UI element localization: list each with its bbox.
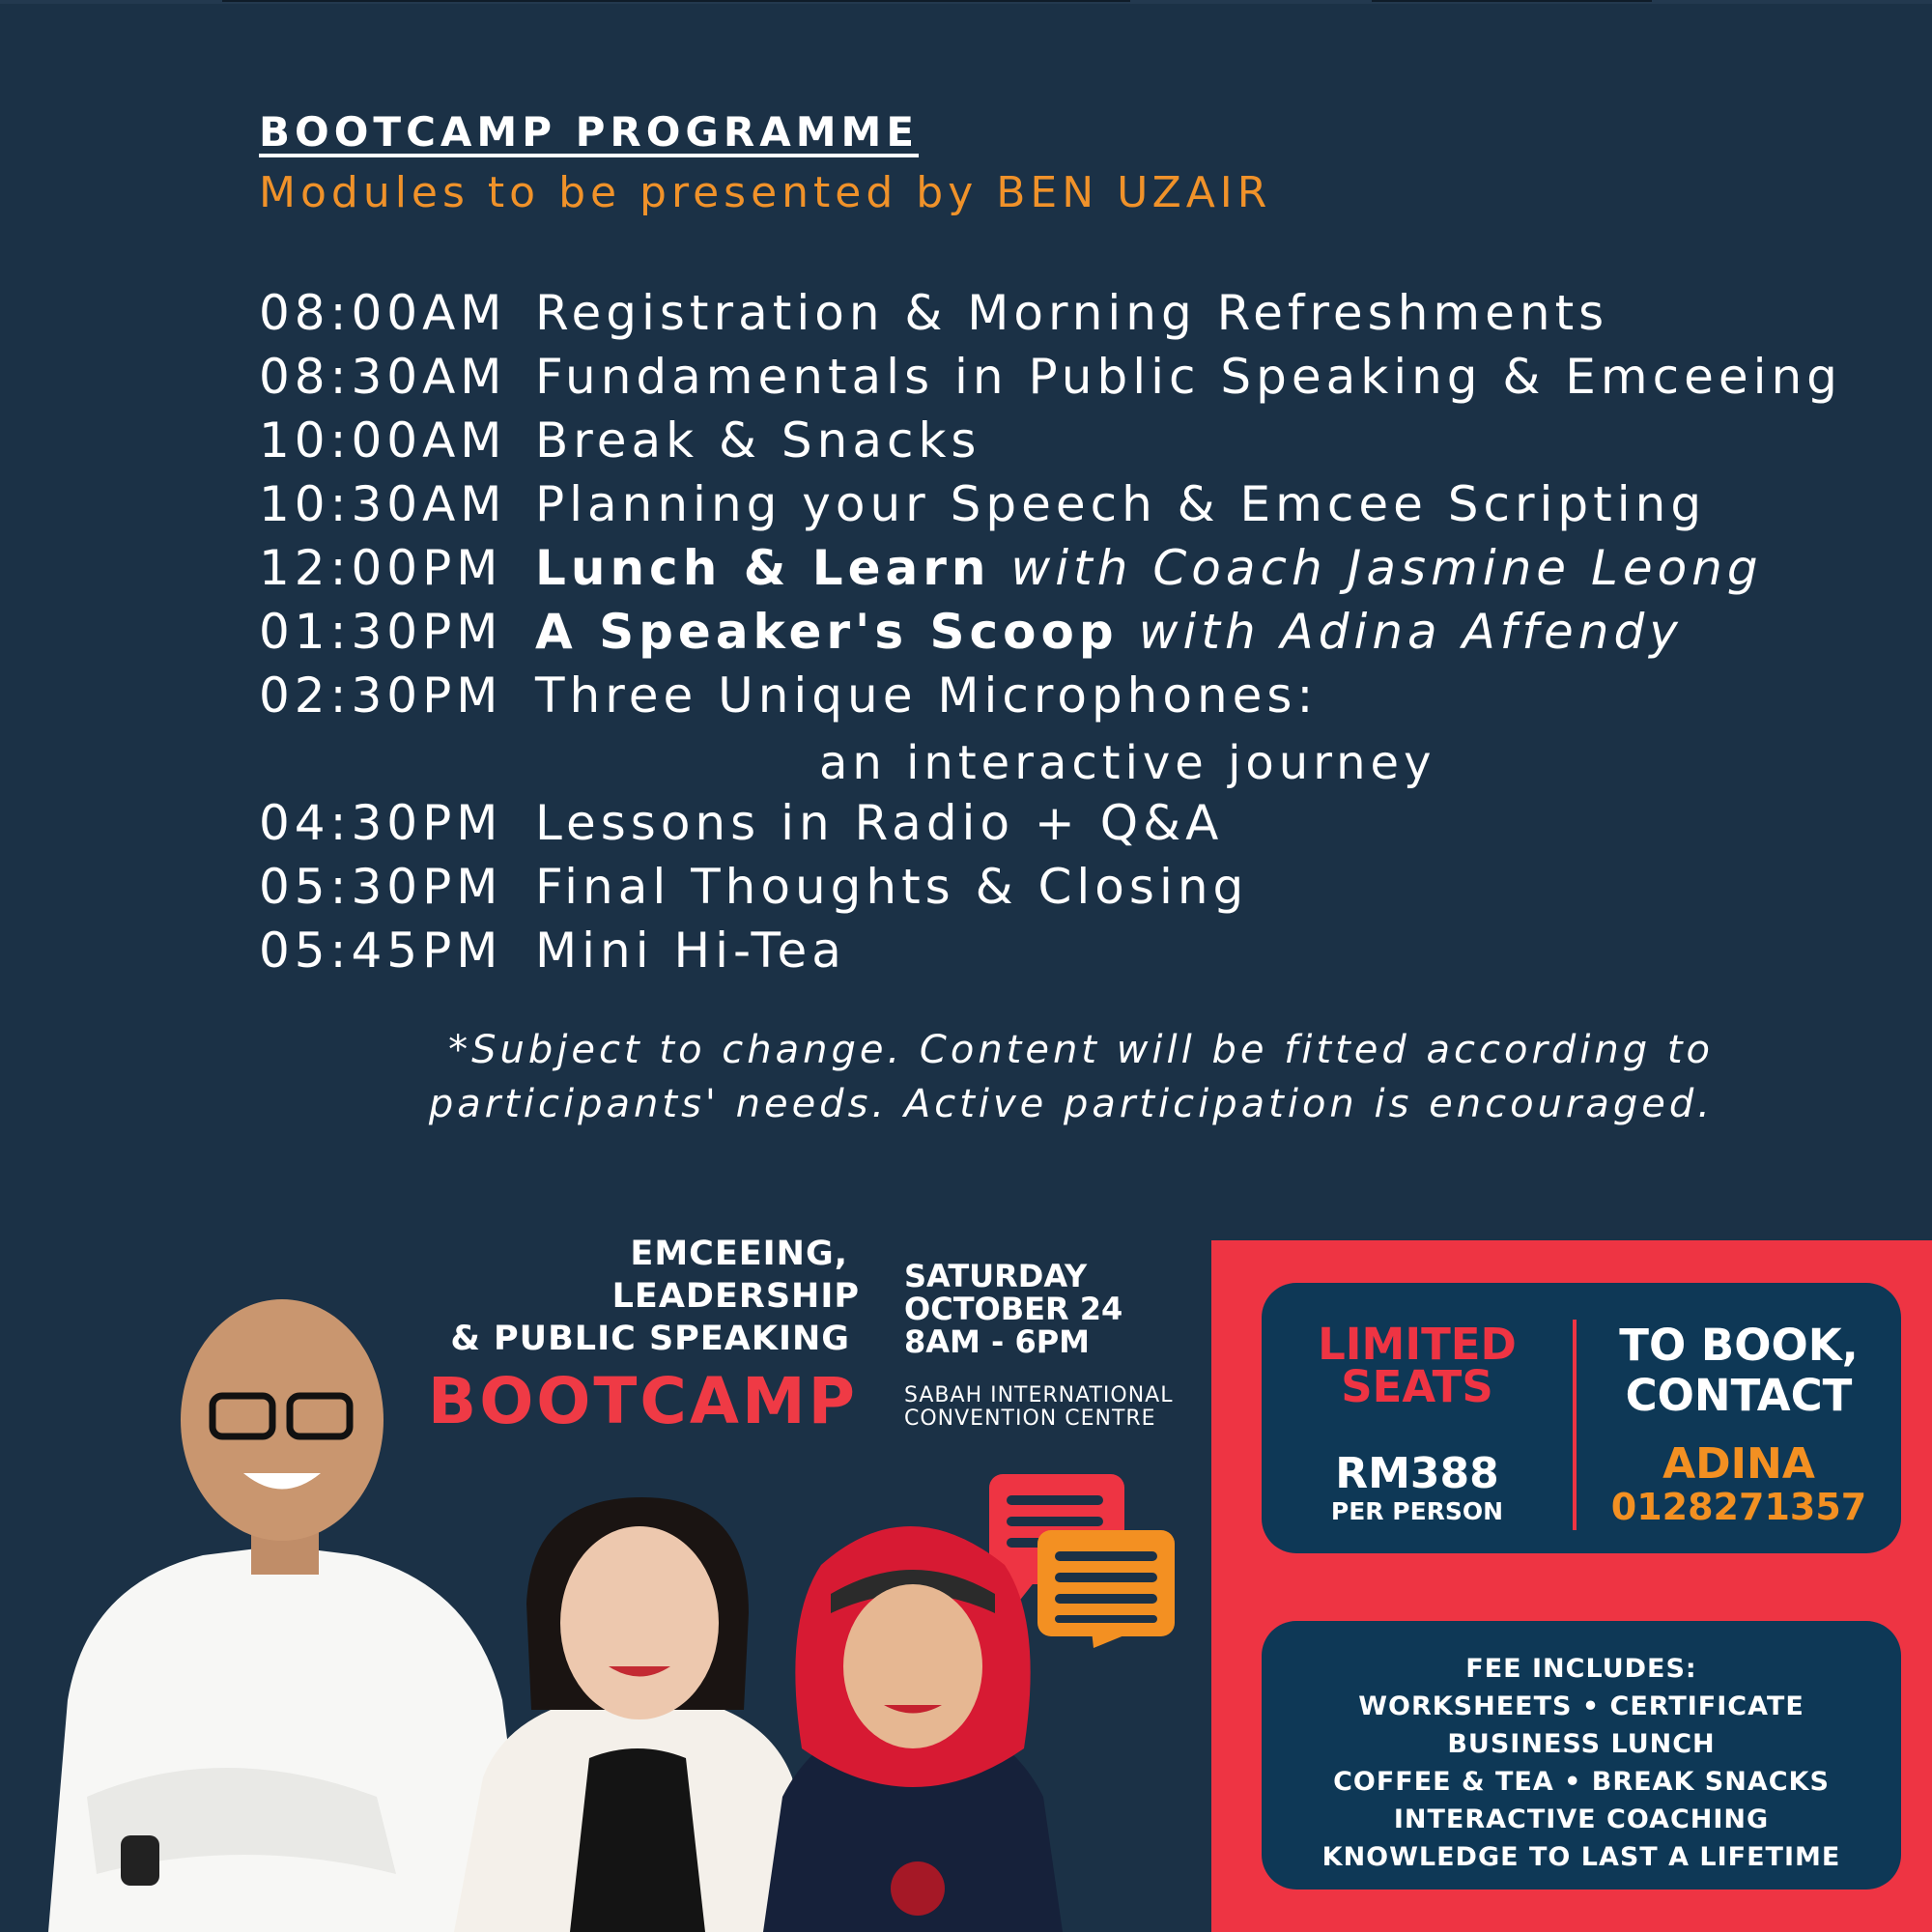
fee-item: BUSINESS LUNCH	[1447, 1729, 1716, 1759]
booking-divider	[1573, 1320, 1577, 1530]
schedule-activity: Three Unique Microphones:	[535, 668, 1319, 724]
schedule-time: 05:45PM	[259, 923, 503, 979]
schedule-time: 08:00AM	[259, 285, 507, 341]
schedule-time: 10:00AM	[259, 412, 507, 469]
to-book-line2: CONTACT	[1625, 1370, 1853, 1421]
price-per-person: PER PERSON	[1330, 1497, 1504, 1525]
event-venue-line2: CONVENTION CENTRE	[904, 1406, 1156, 1431]
schedule-activity-continued: an interactive journey	[819, 736, 1436, 790]
schedule-activity	[535, 539, 1763, 597]
presenter-photo-adina	[763, 1507, 1063, 1932]
schedule-time: 10:30AM	[259, 476, 507, 532]
schedule-activity: Fundamentals in Public Speaking & Emceeing	[535, 349, 1842, 405]
contact-phone: 0128271357	[1610, 1486, 1867, 1528]
schedule-time: 08:30AM	[259, 349, 507, 405]
schedule-activity-bold: Lunch & Learn	[535, 540, 991, 596]
programme-title: BOOTCAMP PROGRAMME	[259, 108, 920, 156]
schedule-activity	[535, 603, 1683, 661]
limited-seats-line1: LIMITED	[1318, 1319, 1517, 1370]
schedule-activity: Planning your Speech & Emcee Scripting	[535, 476, 1707, 532]
disclaimer-note-line2: participants' needs. Active participation is encouraged.	[428, 1082, 1714, 1126]
top-strip-segment	[1372, 0, 1652, 2]
limited-seats-line2: SEATS	[1341, 1361, 1493, 1412]
fee-title: FEE INCLUDES:	[1465, 1654, 1697, 1684]
schedule-activity: Final Thoughts & Closing	[535, 859, 1249, 915]
event-day: SATURDAY	[904, 1258, 1088, 1294]
disclaimer-note-line1: *Subject to change. Content will be fitted according to	[448, 1028, 1714, 1072]
contact-name: ADINA	[1662, 1439, 1815, 1489]
event-date: OCTOBER 24	[904, 1291, 1123, 1327]
schedule-activity-bold: A Speaker's Scoop	[535, 604, 1119, 660]
fee-item: KNOWLEDGE TO LAST A LIFETIME	[1321, 1842, 1841, 1872]
event-title-line3: & PUBLIC SPEAKING	[450, 1320, 850, 1358]
schedule-time: 01:30PM	[259, 604, 503, 660]
to-book-line1: TO BOOK,	[1619, 1320, 1859, 1371]
schedule-activity-italic: with Adina Affendy	[1138, 604, 1683, 660]
schedule-activity: Registration & Morning Refreshments	[535, 285, 1609, 341]
schedule-activity: Break & Snacks	[535, 412, 981, 469]
programme-subtitle: Modules to be presented by BEN UZAIR	[259, 168, 1272, 217]
top-strip-segment	[222, 0, 1130, 2]
top-strip	[0, 0, 1932, 4]
schedule-time: 04:30PM	[259, 795, 503, 851]
price: RM388	[1335, 1449, 1499, 1498]
event-venue-line1: SABAH INTERNATIONAL	[904, 1383, 1174, 1407]
schedule-time: 02:30PM	[259, 668, 503, 724]
schedule-activity: Mini Hi-Tea	[535, 923, 846, 979]
event-title-line1: EMCEEING,	[630, 1235, 848, 1273]
fee-item: WORKSHEETS • CERTIFICATE	[1358, 1691, 1804, 1721]
fee-item: INTERACTIVE COACHING	[1393, 1804, 1770, 1834]
schedule-time: 12:00PM	[259, 540, 503, 596]
schedule-activity: Lessons in Radio + Q&A	[535, 795, 1224, 851]
event-title-line2: LEADERSHIP	[611, 1277, 860, 1316]
event-hours: 8AM - 6PM	[904, 1323, 1090, 1360]
schedule-time: 05:30PM	[259, 859, 503, 915]
fee-item: COFFEE & TEA • BREAK SNACKS	[1333, 1767, 1830, 1797]
schedule-activity-italic: with Coach Jasmine Leong	[1010, 540, 1763, 596]
event-title-bootcamp: BOOTCAMP	[427, 1364, 858, 1438]
